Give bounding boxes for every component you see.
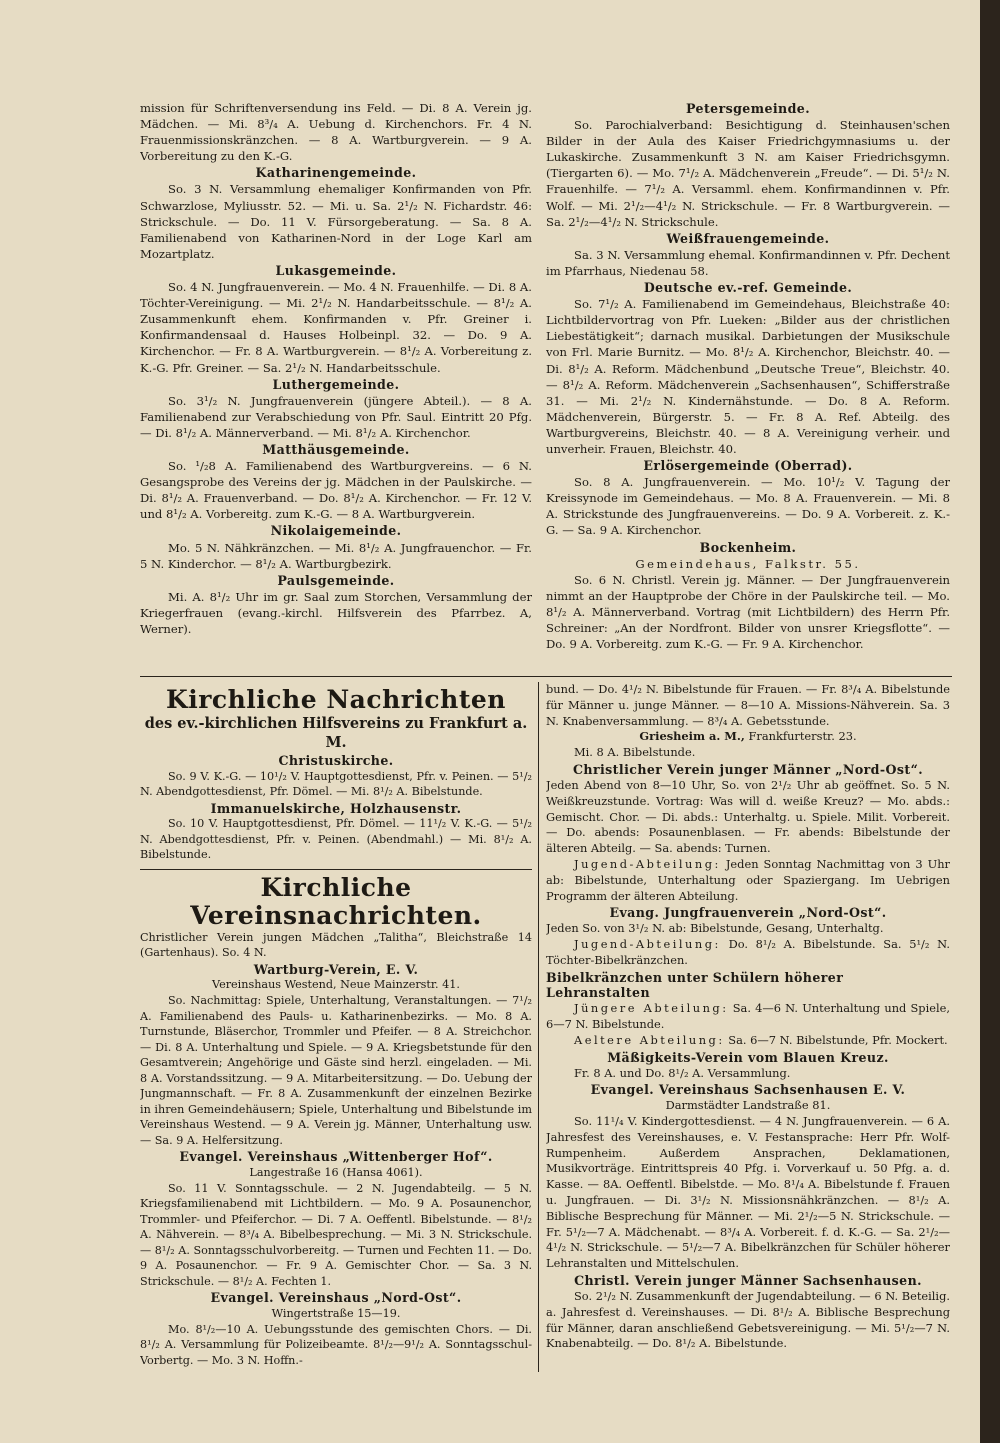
cvjm-sachsenhausen-text: So. 2¹/₂ N. Zusammenkunft der Jugendabteilung. — 6 N. Beteilig. a. Jahresfest d. Vereinshauses. — Di. 8¹/₂ A. Biblische Besprechung für Männer, daran anschließend Gebetsvereinigung. — Mi. 5¹/₂—7 N. Knabenabteilg. — Do. 8¹/₂ A. Bibelstunde. [546,1288,950,1351]
blaues-kreuz-text: Fr. 8 A. und Do. 8¹/₂ A. Versammlung. [574,1065,791,1080]
immanuelskirche-text: So. 10 V. Hauptgottesdienst, Pfr. Dömel. — 11¹/₂ V. K.-G. — 5¹/₂ N. Abendgottesdienst, Pfr. v. Peinen. (Abendmahl.) — Mi. 8¹/₂ A. Bibelstunde. [140,817,532,862]
column-bottom-right [546,682,950,1372]
sachsenhausen-address: Darmstädter Landstraße 81. [665,1098,831,1113]
continued-text-nord-ost: bund. — Do. 4¹/₂ N. Bibelstunde für Frauen. — Fr. 8³/₄ A. Bibelstunde für Männer u. junge Männer. — 8—10 A. Missions-Nähverein. Sa. 3 N. Knabenversammlung. — 8³/₄ A. Gebetsstunde. [546,682,950,728]
bibel-juengere-text: Sa. 4—6 N. Unterhaltung und Spiele, 6—7 N. Bibelstunde. [546,1001,950,1032]
cvjm-jugend-abteilung [546,857,950,904]
weissfrauen-text: Sa. 3 N. Versammlung ehemal. Konfirmandinnen v. Pfr. Dechent im Pfarrhaus, Niedenau 58. [546,247,950,278]
wittenberger-address: Langestraße 16 (Hansa 4061). [249,1166,423,1180]
jungfrauenverein-jugend [546,937,950,969]
heading-jungfrauenverein-nord-ost: Evang. Jungfrauenverein „Nord-Ost“. [609,905,887,921]
heading-bockenheim: Bockenheim. [699,539,797,555]
luther-text: So. 3¹/₂ N. Jungfrauenverein (jüngere Abteil.). — 8 A. Familienabend zur Verabschiedung von Pfr. Saul. Eintritt 20 Pfg. — Di. 8¹/₂ A. Männerverband. — Mi. 8¹/₂ A. Kirchenchor. [140,393,532,440]
griesheim-heading [546,729,950,745]
heading-erloeser: Erlösergemeinde (Oberrad). [643,458,853,474]
heading-bibelkraenzchen: Bibelkränzchen unter Schülern höherer Lehranstalten [546,969,844,1001]
bibel-juengere-label: Jüngere Abteilung: [574,1001,729,1016]
deutsche-ref-text: So. 7¹/₂ A. Familienabend im Gemeindehaus, Bleichstraße 40: Lichtbildervortrag von Pfr. Lueken: „Bilder aus der christlichen Liebestätigkeit“; darnach musikal. Darbietungen der Musikschule von Frl. Marie Burnitz. — Mo. 8¹/₂ A. Kirchenchor, Bleichstr. 40. — Di. 8¹/₂ A. Reform. Mädchenbund „Deutsche Treue“, Bleichstr. 40. — 8¹/₂ A. Reform. Mädchenverein „Sachsenhausen“, Schifferstraße 31. — Mi. 2¹/₂ N. Kindernähstunde. — Do. 8 A. Reform. Mädchenverein, Bürgerstr. 5. — Fr. 8 A. Ref. Abteilg. des Wartburgvereins, Bleichstr. 40. — 8 A. Vereinigung verheir. und unverheir. Frauen, Bleichstr. 40. [546,297,950,456]
heading-peters: Petersgemeinde. [686,101,810,116]
talitha-text: Christlicher Verein jungen Mädchen „Talitha“, Bleichstraße 14 (Gartenhaus). So. 4 N. [140,930,532,960]
heading-deutsche-ref: Deutsche ev.-ref. Gemeinde. [643,280,853,296]
heading-cvjm-sachsenhausen: Christl. Verein junger Männer Sachsenhausen. [574,1273,922,1289]
heading-nikolai: Nikolaigemeinde. [270,523,402,539]
heading-pauls: Paulsgemeinde. [277,572,395,588]
wartburg-address: Vereinshaus Westend, Neue Mainzerstr. 41. [212,978,460,992]
jfv-jugend-label: Jugend-Abteilung: [574,937,721,951]
bibel-juengere [546,1001,950,1033]
heading-wartburg: Wartburg-Verein, E. V. [253,961,419,977]
bockenheim-text: So. 6 N. Christl. Verein jg. Männer. — Der Jungfrauenverein nimmt an der Hauptprobe der Chöre in der Paulskirche teil. — Mo. 8¹/₂ A. Männerverband. Vortrag (mit Lichtbildern) des Herrn Pfr. Schreiner: „An der Nordfront. Bilder von unsrer Kriegsflotte“. — Do. 9 A. Vorbereitg. zum K.-G. — Fr. 9 A. Kirchenchor. [546,572,950,652]
pauls-text: Mi. A. 8¹/₂ Uhr im gr. Saal zum Storchen, Versammlung der Kriegerfrauen (evang.-kirchl. Hilfsverein des Pfarrbez. A, Werner). [140,589,532,636]
column-bottom-left [140,682,532,1372]
heading-immanuelskirche: Immanuelskirche, Holzhausenstr. [210,800,462,816]
christuskirche-text: So. 9 V. K.-G. — 10¹/₂ V. Hauptgottesdienst, Pfr. v. Peinen. — 5¹/₂ N. Abendgottesdienst, Pfr. Dömel. — Mi. 8¹/₂ A. Bibelstunde. [140,769,532,799]
section-title-vereinsnachrichten: Kirchliche Vereinsnachrichten. [190,872,482,930]
section-subtitle-hilfsverein: des ev.-kirchlichen Hilfsvereins zu Frankfurt a. M. [144,715,528,751]
continued-text: mission für Schriftenversendung ins Feld. — Di. 8 A. Verein jg. Mädchen. — Mi. 8³/₄ A. Uebung d. Kirchenchors. Fr. 4 N. Frauenmissionskränzchen. — 8 A. Wartburgverein. — 9 A. Vorbereitung zu den K.-G. [140,101,532,164]
nord-ost-text: Mo. 8¹/₂—10 A. Uebungsstunde des gemischten Chors. — Di. 8¹/₂ A. Versammlung für Polizeibeamte. 8¹/₂—9¹/₂ A. Sonntagsschul-Vorbertg. — Mo. 3 N. Hoffn.- [140,1322,532,1367]
wittenberger-text: So. 11 V. Sonntagsschule. — 2 N. Jugendabteilg. — 5 N. Kriegsfamilienabend mit Lichtbildern. — Mo. 9 A. Posaunenchor, Trommler- und Pfeiferchor. — Di. 7 A. Oeffentl. Bibelstunde. — 8¹/₂ A. Nähverein. — 8³/₄ A. Bibelbesprechung. — Mi. 3 N. Strickschule. — 8¹/₂ A. Sonntagsschulvorbereitg. — Turnen und Fechten 11. — Do. 9 A. Posaunenchor. — Fr. 9 A. Gemischter Chor. — Sa. 3 N. Strickschule. — 8¹/₂ A. Fechten 1. [140,1181,532,1288]
heading-griesheim: Griesheim a. M., [639,729,745,744]
bibel-aeltere-label: Aeltere Abteilung: [574,1032,725,1047]
bibel-aeltere [546,1033,950,1049]
jfv-jugend-text: Do. 8¹/₂ A. Bibelstunde. Sa. 5¹/₂ N. Töchter-Bibelkränzchen. [546,937,950,967]
horizontal-divider [140,676,952,677]
section-divider [140,869,532,870]
heading-matthaeus: Matthäusgemeinde. [262,441,410,457]
matthaeus-text: So. ¹/₂8 A. Familienabend des Wartburgvereins. — 6 N. Gesangsprobe des Vereins der jg. Mädchen in der Paulskirche. — Di. 8¹/₂ A. Frauenverband. — Do. 8¹/₂ A. Kirchenchor. — Fr. 12 V. und 8¹/₂ A. Vorbereitg. zum K.-G. — 8 A. Wartburgverein. [140,459,532,522]
vertical-divider [538,682,539,1372]
cvjm-jugend-text: Jeden Sonntag Nachmittag von 3 Uhr ab: Bibelstunde, Unterhaltung oder Spaziergang. Im Uebrigen Programm der älteren Abteilung. [546,856,950,903]
wartburg-text: So. Nachmittag: Spiele, Unterhaltung, Veranstaltungen. — 7¹/₂ A. Familienabend des Pauls- u. Katharinenbezirks. — Mo. 8 A. Turnstunde, Bläserchor, Trommler und Pfeifer. — 8 A. Streichchor. — Di. 8 A. Unterhaltung und Spiele. — 9 A. Kriegsbetstunde für den Gesamtverein; Angehörige und Gäste sind herzl. eingeladen. — Mi. 8 A. Vorstandssitzung. — 9 A. Mitarbeitersitzung. — Do. Uebung der Jungmannschaft. — Fr. 8 A. Zusammenkunft der einzelnen Bezirke in ihren Gemeindehäusern; Spiele, Unterhaltung und Bibelstunde im Vereinshaus Westend. — 9 A. Verein jg. Männer, Unterhaltung usw. — Sa. 9 A. Helfersitzung. [140,994,532,1147]
cvjm-jugend-label: Jugend-Abteilung: [574,856,721,871]
katharinen-text: So. 3 N. Versammlung ehemaliger Konfirmanden von Pfr. Schwarzlose, Myliusstr. 52. — Mi. u. Sa. 2¹/₂ N. Fichardstr. 46: Strickschule. — Do. 11 V. Fürsorgeberatung. — Sa. 8 A. Familienabend von Katharinen-Nord in der Loge Karl am Mozartplatz. [140,182,532,261]
heading-weissfrauen: Weißfrauengemeinde. [666,230,830,246]
cvjm-nord-ost-text: Jeden Abend von 8—10 Uhr, So. von 2¹/₂ Uhr ab geöffnet. So. 5 N. Weißkreuzstunde. Vortrag: Was will d. weiße Kreuz? — Mo. abds.: Gemischt. Chor. — Di. abds.: Unterhaltg. u. Spiele. Milit. Vorbereit. — Do. abends: Posaunenblasen. — Fr. abends: Bibelstunde der älteren Abteilg. — Sa. abends: Turnen. [546,777,950,856]
book-binding-edge [980,0,1000,1443]
heading-luther: Luthergemeinde. [272,376,400,392]
jungfrauenverein-text: Jeden So. von 3¹/₂ N. ab: Bibelstunde, Gesang, Unterhaltg. [546,921,884,936]
heading-sachsenhausen: Evangel. Vereinshaus Sachsenhausen E. V. [590,1082,906,1098]
lukas-text: So. 4 N. Jungfrauenverein. — Mo. 4 N. Frauenhilfe. — Di. 8 A. Töchter-Vereinigung. — Mi. 2¹/₂ N. Handarbeitsschule. — 8¹/₂ A. Zusammenkunft ehem. Konfirmanden v. Pfr. Greiner i. Konfirmandensaal d. Hauses Holbeinpl. 32. — Do. 9 A. Kirchenchor. — Fr. 8 A. Wartburgverein. — 8¹/₂ A. Vorbereitung z. K.-G. Pfr. Greiner. — Sa. 2¹/₂ N. Handarbeitsschule. [140,280,532,375]
nord-ost-address: Wingertstraße 15—19. [271,1306,401,1320]
column-top-right [546,100,950,670]
bockenheim-address: Gemeindehaus, Falkstr. 55. [635,556,861,571]
heading-blaues-kreuz: Mäßigkeits-Verein vom Blauen Kreuz. [607,1049,889,1065]
heading-katharinen: Katharinengemeinde. [255,165,417,181]
heading-nord-ost: Evangel. Vereinshaus „Nord-Ost“. [210,1290,462,1306]
section-title-nachrichten: Kirchliche Nachrichten [166,685,506,714]
bibel-aeltere-text: Sa. 6—7 N. Bibelstunde, Pfr. Mockert. [728,1032,948,1047]
sachsenhausen-text: So. 11¹/₄ V. Kindergottesdienst. — 4 N. Jungfrauenverein. — 6 A. Jahresfest des Vereinshauses, e. V. Festansprache: Herr Pfr. Wolf-Rumpenheim. Außerdem Ansprachen, Deklamationen, Musikvorträge. Eintrittspreis 40 Pfg. i. Vorverkauf u. 50 Pfg. a. d. Kasse. — 8A. Oeffentl. Bibelstde. — Mo. 8¹/₄ A. Bibelstunde f. Frauen u. Jungfrauen. — Di. 3¹/₂ N. Missionsnähkränzchen. — 8¹/₂ A. Biblische Besprechung für Männer. — Mi. 2¹/₂—5 N. Strickschule. — Fr. 5¹/₂—7 A. Mädchenabt. — 8³/₄ A. Vorbereit. f. d. K.-G. — Sa. 2¹/₂—4¹/₂ N. Strickschule. — 5¹/₂—7 A. Bibelkränzchen für Schüler höherer Lehranstalten und Mittelschulen. [546,1113,950,1271]
column-top-left [140,100,532,670]
heading-wittenberger: Evangel. Vereinshaus „Wittenberger Hof“. [179,1149,493,1165]
griesheim-address: Frankfurterstr. 23. [744,729,857,744]
heading-lukas: Lukasgemeinde. [275,262,397,278]
griesheim-text: Mi. 8 A. Bibelstunde. [574,745,696,760]
erloeser-text: So. 8 A. Jungfrauenverein. — Mo. 10¹/₂ V. Tagung der Kreissynode im Gemeindehaus. — Mo. 8 A. Frauenverein. — Mi. 8 A. Strickstunde des Jungfrauenvereins. — Do. 9 A. Vorbereit. z. K.-G. — Sa. 9 A. Kirchenchor. [546,475,950,538]
heading-christuskirche: Christuskirche. [278,753,394,768]
peters-text: So. Parochialverband: Besichtigung d. Steinhausen'schen Bilder in der Aula des Kaiser Friedrichgymnasiums u. der Lukaskirche. Zusammenkunft 3 N. am Kaiser Friedrichsgymn. (Tiergarten 6). — Mo. 7¹/₂ A. Mädchenverein „Freude“. — Di. 5¹/₂ N. Frauenhilfe. — 7¹/₂ A. Versamml. ehem. Konfirmandinnen v. Pfr. Wolf. — Mi. 2¹/₂—4¹/₂ N. Strickschule. — Fr. 8 Wartburgverein. — Sa. 2¹/₂—4¹/₂ N. Strickschule. [546,118,950,229]
nikolai-text: Mo. 5 N. Nähkränzchen. — Mi. 8¹/₂ A. Jungfrauenchor. — Fr. 5 N. Kinderchor. — 8¹/₂ A. Wartburgbezirk. [140,540,532,571]
heading-cvjm-nord-ost: Christlicher Verein junger Männer „Nord-Ost“. [572,762,923,778]
